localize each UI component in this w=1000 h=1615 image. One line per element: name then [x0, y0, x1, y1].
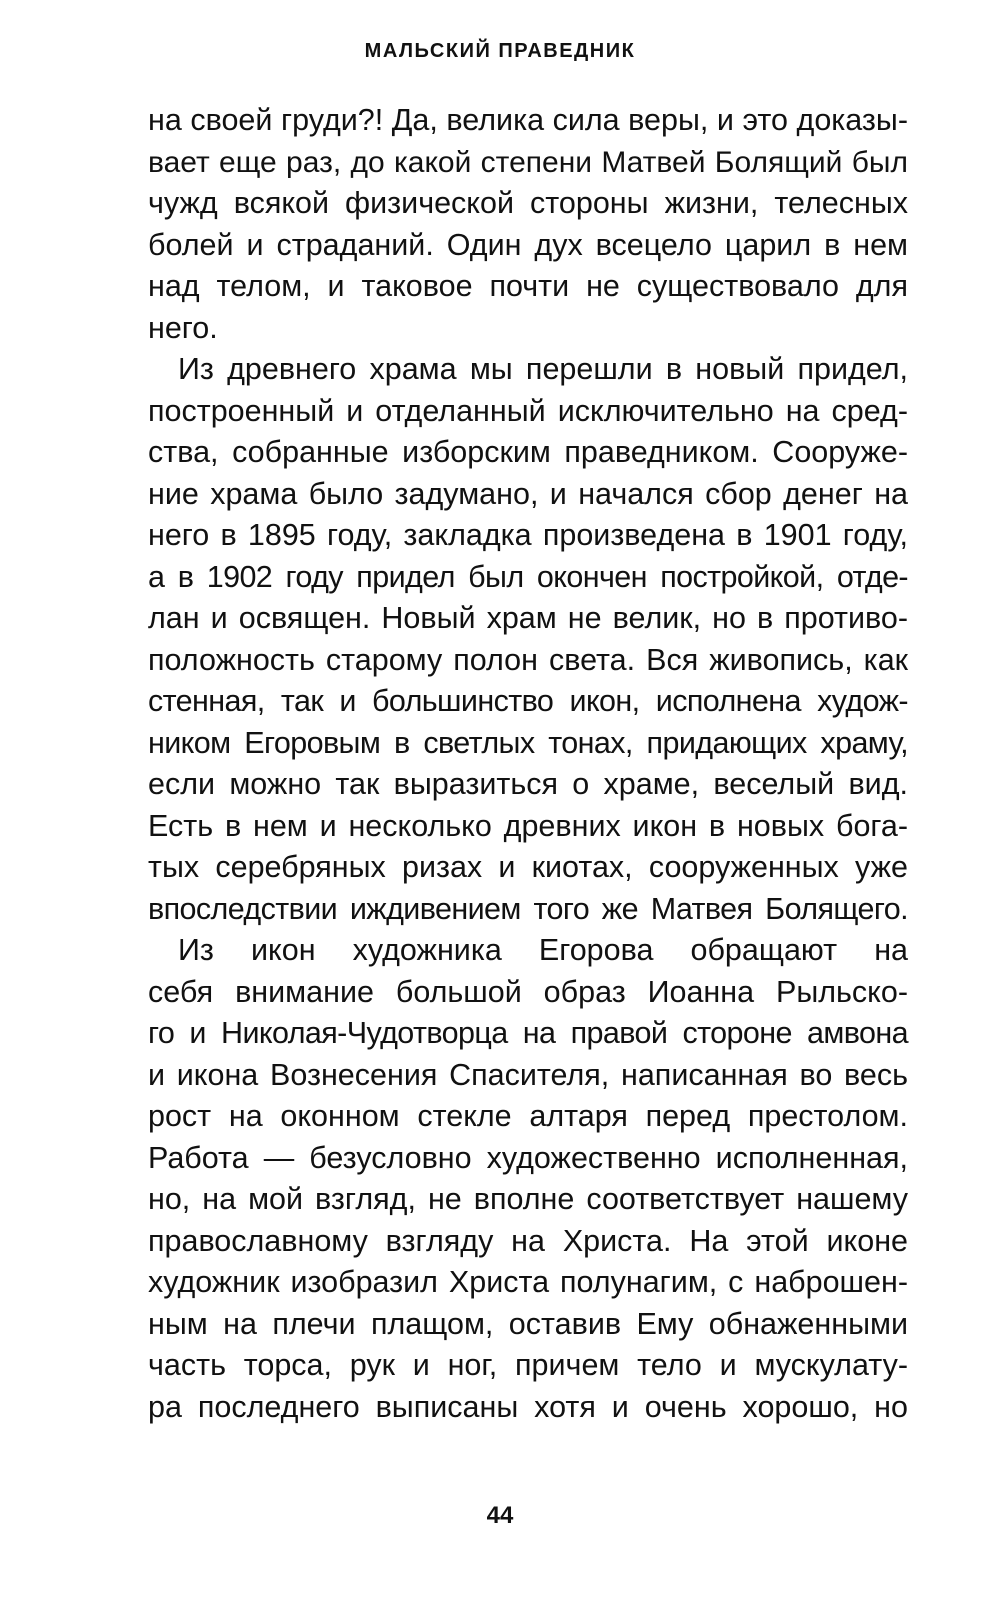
text-line: а в 1902 году придел был окончен постройкой, отде- — [148, 559, 908, 594]
text-line: ние храма было задумано, и начался сбор денег на — [148, 476, 908, 511]
body-text — [148, 100, 908, 1428]
page-number: 44 — [486, 1502, 514, 1529]
text-line: болей и страданий. Один дух всецело царил в нем — [148, 227, 908, 262]
text-line: ником Егоровым в светлых тонах, придающих храму, — [148, 725, 908, 760]
text-line: стенная, так и большинство икон, исполнена худож- — [148, 684, 908, 718]
text-line: православному взгляду на Христа. На этой иконе — [148, 1223, 908, 1258]
text-line: Работа — безусловно художественно исполненная, — [148, 1140, 908, 1175]
text-line: вает еще раз, до какой степени Матвей Болящий был — [148, 145, 908, 179]
text-line: часть торса, рук и ног, причем тело и мускулату- — [148, 1348, 908, 1382]
text-line: ным на плечи плащом, оставив Ему обнаженными — [148, 1306, 908, 1341]
text-line: на своей груди?! Да, велика сила веры, и это доказы- — [148, 103, 908, 137]
text-line: ства, собранные изборским праведником. Сооруже- — [148, 435, 908, 469]
text-line: Из икон художника Егорова обращают на — [178, 933, 908, 967]
text-line: ра последнего выписаны хотя и очень хорошо, но — [148, 1389, 908, 1424]
running-head: МАЛЬСКИЙ ПРАВЕДНИК — [364, 40, 636, 62]
text-line: над телом, и таковое почти не существовало для — [148, 269, 908, 303]
text-line: чужд всякой физической стороны жизни, телесных — [148, 186, 908, 220]
text-line: положность старому полон света. Вся живопись, как — [148, 642, 908, 677]
text-line: лан и освящен. Новый храм не велик, но в противо- — [148, 601, 908, 635]
text-line: Есть в нем и несколько древних икон в новых бога- — [148, 808, 908, 843]
text-line: него в 1895 году, закладка произведена в 1901 году, — [148, 518, 908, 552]
text-line: себя внимание большой образ Иоанна Рыльско- — [148, 974, 908, 1009]
text-line: него. — [148, 310, 218, 345]
text-line: и икона Вознесения Спасителя, написанная во весь — [148, 1057, 908, 1092]
text-line: если можно так выразиться о храме, веселый вид. — [148, 767, 908, 801]
text-line: рост на оконном стекле алтаря перед престолом. — [148, 1099, 908, 1133]
text-line: построенный и отделанный исключительно на сред- — [148, 393, 908, 428]
text-line: го и Николая-Чудотворца на правой стороне амвона — [148, 1016, 908, 1050]
text-line: но, на мой взгляд, не вполне соответствует нашему — [148, 1182, 908, 1216]
text-line: тых серебряных ризах и киотах, сооруженных уже — [148, 850, 908, 884]
text-line: впоследствии иждивением того же Матвея Болящего. — [148, 891, 908, 926]
text-line: Из древнего храма мы перешли в новый придел, — [178, 352, 908, 386]
text-line: художник изобразил Христа полунагим, с наброшен- — [148, 1265, 908, 1299]
